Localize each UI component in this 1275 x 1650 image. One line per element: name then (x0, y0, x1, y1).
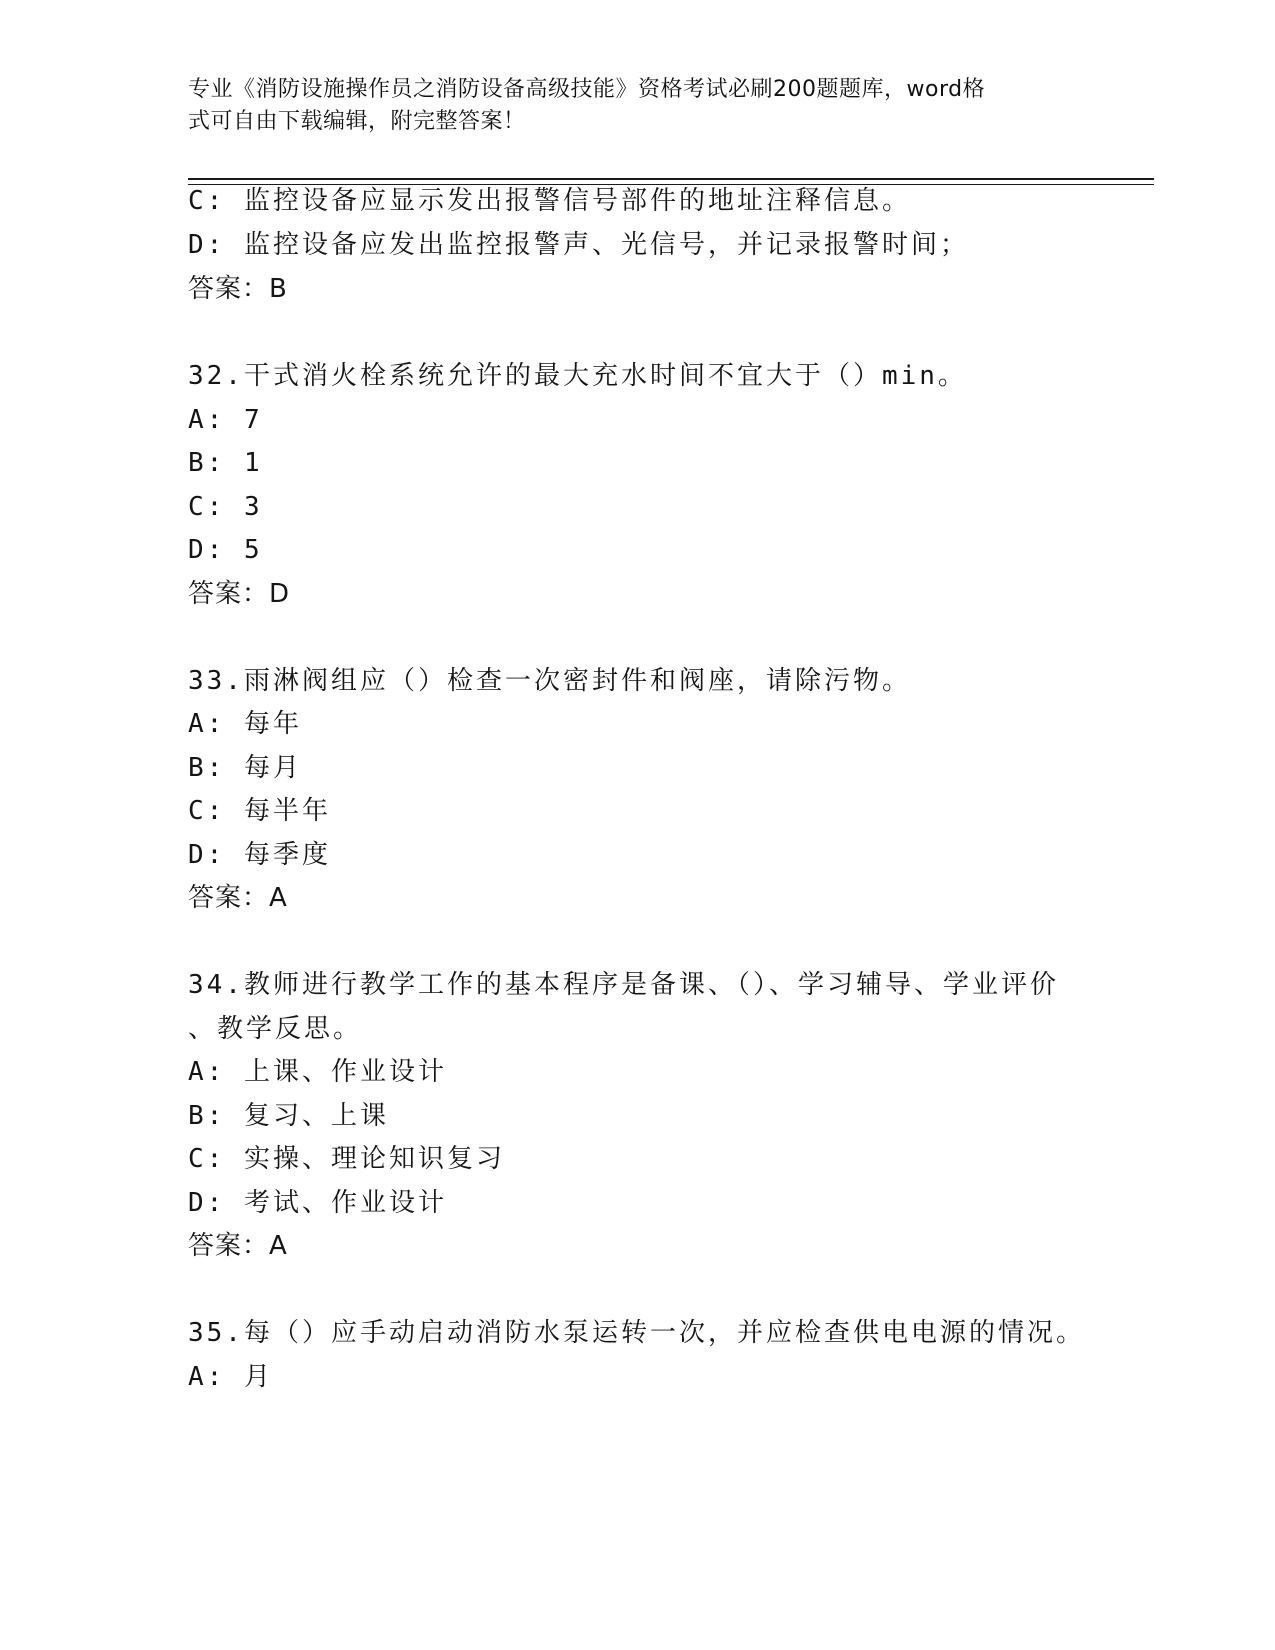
q33-option-c: C: 每半年 (188, 796, 331, 826)
q33-option-d: D: 每季度 (188, 840, 331, 870)
q31-answer: 答案：B (188, 274, 288, 304)
q33-option-b: B: 每月 (188, 753, 302, 783)
document-header (188, 74, 1088, 138)
q35-question: 35.每（）应手动启动消防水泵运转一次，并应检查供电电源的情况。 (188, 1318, 1085, 1348)
header-line-1: 专业《消防设施操作员之消防设备高级技能》资格考试必刷200题题库，word格 (188, 77, 986, 102)
q34-answer: 答案：A (188, 1231, 288, 1261)
q32-option-b: B: 1 (188, 448, 263, 478)
q34-option-d: D: 考试、作业设计 (188, 1188, 447, 1218)
q34-question-line-2: 、教学反思。 (188, 1014, 363, 1044)
q34-option-a: A: 上课、作业设计 (188, 1057, 447, 1087)
q34-option-c: C: 实操、理论知识复习 (188, 1144, 505, 1174)
q31-option-c: C: 监控设备应显示发出报警信号部件的地址注释信息。 (188, 186, 911, 216)
q32-option-a: A: 7 (188, 405, 263, 435)
q31-option-d: D: 监控设备应发出监控报警声、光信号，并记录报警时间； (188, 230, 969, 260)
q32-question: 32.干式消火栓系统允许的最大充水时间不宜大于（）min。 (188, 361, 967, 391)
q33-option-a: A: 每年 (188, 709, 302, 739)
q33-question: 33.雨淋阀组应（）检查一次密封件和阀座，请除污物。 (188, 666, 911, 696)
header-divider-thick (188, 178, 1154, 180)
q32-option-d: D: 5 (188, 535, 263, 565)
header-line-2: 式可自由下载编辑，附完整答案！ (188, 109, 526, 134)
q32-option-c: C: 3 (188, 492, 263, 522)
q33-answer: 答案：A (188, 883, 288, 913)
q34-question-line-1: 34.教师进行教学工作的基本程序是备课、（）、学习辅导、学业评价 (188, 970, 1059, 1000)
q34-option-b: B: 复习、上课 (188, 1101, 389, 1131)
q35-option-a: A: 月 (188, 1362, 273, 1392)
q32-answer: 答案：D (188, 579, 291, 609)
